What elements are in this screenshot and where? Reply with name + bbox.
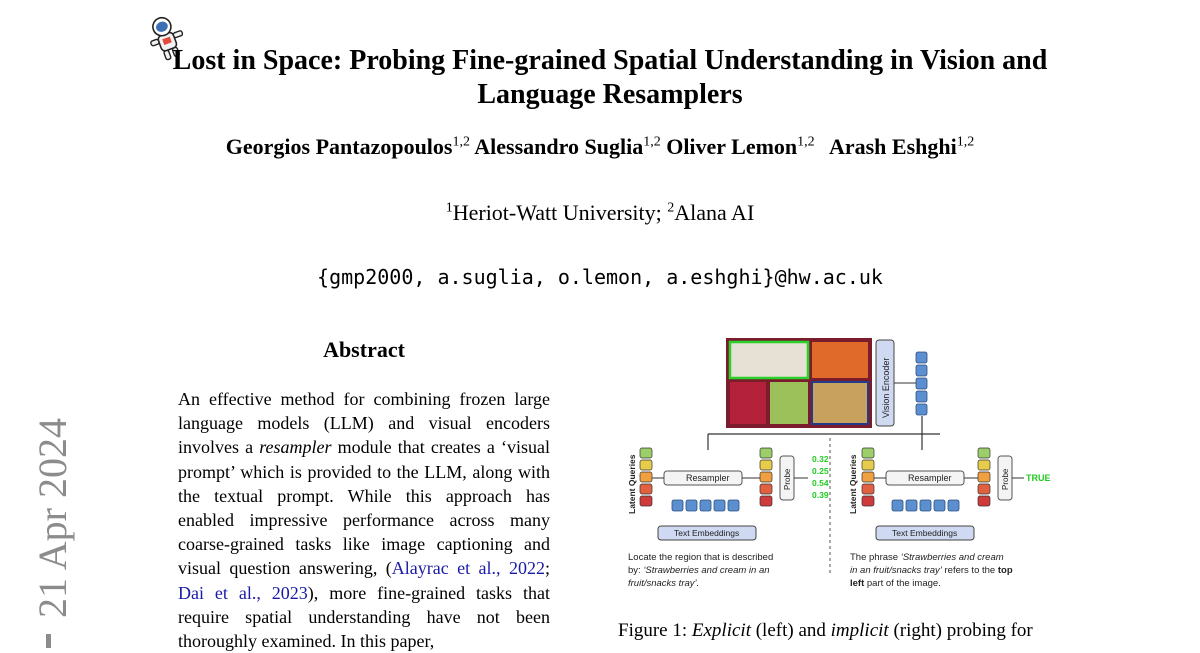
author-name: Arash Eshghi: [828, 134, 957, 159]
abstract-text: An effective method for combining frozen large language models (LLM) and visual encoders involves a: [178, 389, 550, 458]
text-tokens: [892, 500, 959, 511]
right-description: [850, 565, 1013, 576]
desc-line: top: [997, 565, 1013, 576]
title-line-2: Language Resamplers: [477, 79, 743, 110]
author-affil-sup: 1,2: [956, 134, 975, 150]
desc-line: by:: [628, 565, 644, 576]
author-emails[interactable]: {gmp2000, a.suglia, o.lemon, a.eshghi}@hw.ac.uk: [317, 265, 883, 289]
abstract-text: ;: [544, 558, 550, 579]
vision-encoder-label: Vision Encoder: [881, 357, 891, 418]
resampler-label: Resampler: [908, 473, 952, 483]
desc-line: part of the image.: [864, 578, 941, 589]
text-tokens: [672, 500, 739, 511]
desc-line: Locate the region that is described: [628, 552, 774, 563]
affiliation: Heriot-Watt University;: [452, 200, 662, 225]
figure-caption: [618, 620, 1068, 642]
desc-line: The phrase: [850, 552, 901, 563]
desc-line: refers to the: [941, 565, 998, 576]
text-embeddings-label: Text Embeddings: [892, 528, 958, 538]
probe-label: Probe: [1001, 468, 1010, 490]
caption-emphasis: Explicit: [691, 620, 751, 641]
latent-queries-label: Latent Queries: [848, 454, 858, 514]
citation-link[interactable]: Dai et al., 2023: [178, 582, 308, 603]
desc-line: in an fruit/snacks tray’: [850, 565, 942, 576]
score: 0.25: [812, 466, 829, 476]
text-embeddings-label: Text Embeddings: [674, 528, 740, 538]
desc-line: ‘Strawberries and cream: [900, 552, 1004, 563]
desc-line: fruit/snacks tray’.: [628, 578, 700, 589]
score: 0.39: [812, 490, 829, 500]
paper-title: [160, 44, 1060, 112]
left-description: [628, 565, 770, 576]
abstract-emphasis: resampler: [259, 437, 332, 458]
author-affil-sup: 1,2: [797, 134, 815, 150]
visual-tokens: [916, 352, 927, 415]
affiliation: Alana AI: [674, 200, 755, 225]
score: 0.54: [812, 478, 829, 488]
citation-link[interactable]: Alayrac et al., 2022: [391, 558, 545, 579]
probe-scores: [812, 454, 829, 500]
abstract-text: module that creates a ‘visual prompt’ which is provided to the LLM, along with the textual prompt. While this approach has enabled impressive performance across many coarse-grained tasks like image captioning and visual question answering, (: [178, 437, 550, 579]
caption-text: Figure 1:: [618, 620, 692, 641]
desc-line: left: [850, 578, 865, 589]
arxiv-stamp: [22, 412, 82, 648]
abstract-body: [178, 387, 550, 653]
caption-emphasis: implicit: [830, 620, 889, 641]
arxiv-date: 21 Apr 2024: [30, 418, 75, 618]
latent-query-tokens: [862, 448, 874, 506]
author-affil-sup: 1,2: [643, 134, 661, 150]
figure-1: [618, 338, 1068, 598]
author-name: Alessandro Suglia: [474, 134, 644, 159]
right-description: [850, 552, 1004, 563]
right-description: [850, 578, 941, 589]
affil-sup: 2: [667, 200, 675, 216]
probe-label: Probe: [783, 468, 792, 490]
left-description: [628, 552, 773, 563]
title-line-1: Lost in Space: Probing Fine-grained Spatial Understanding in Vision and: [172, 45, 1048, 76]
author-list: [0, 134, 1200, 160]
affiliations: [0, 200, 1200, 226]
desc-line: ‘Strawberries and cream in an: [643, 565, 770, 576]
latent-queries-label: Latent Queries: [627, 454, 637, 514]
score: 0.32: [812, 454, 829, 464]
latent-query-tokens: [640, 448, 652, 506]
food-tray-image: [726, 338, 872, 428]
affil-sup: 1: [445, 200, 453, 216]
resampler-output-tokens: [978, 448, 990, 506]
true-label: TRUE: [1026, 473, 1051, 483]
abstract-heading: Abstract: [323, 337, 405, 362]
author-affil-sup: 1,2: [452, 134, 470, 150]
resampler-output-tokens: [760, 448, 772, 506]
caption-text: (right) probing for: [888, 620, 1033, 641]
resampler-label: Resampler: [686, 473, 730, 483]
abstract-text: ), more fine-grained tasks that require spatial understanding have not been thoroughly examined. In this paper,: [178, 582, 550, 652]
author-name: Georgios Pantazopoulos: [225, 134, 453, 159]
author-name: Oliver Lemon: [666, 134, 798, 159]
left-description: [628, 578, 699, 589]
caption-text: (left) and: [750, 620, 831, 641]
